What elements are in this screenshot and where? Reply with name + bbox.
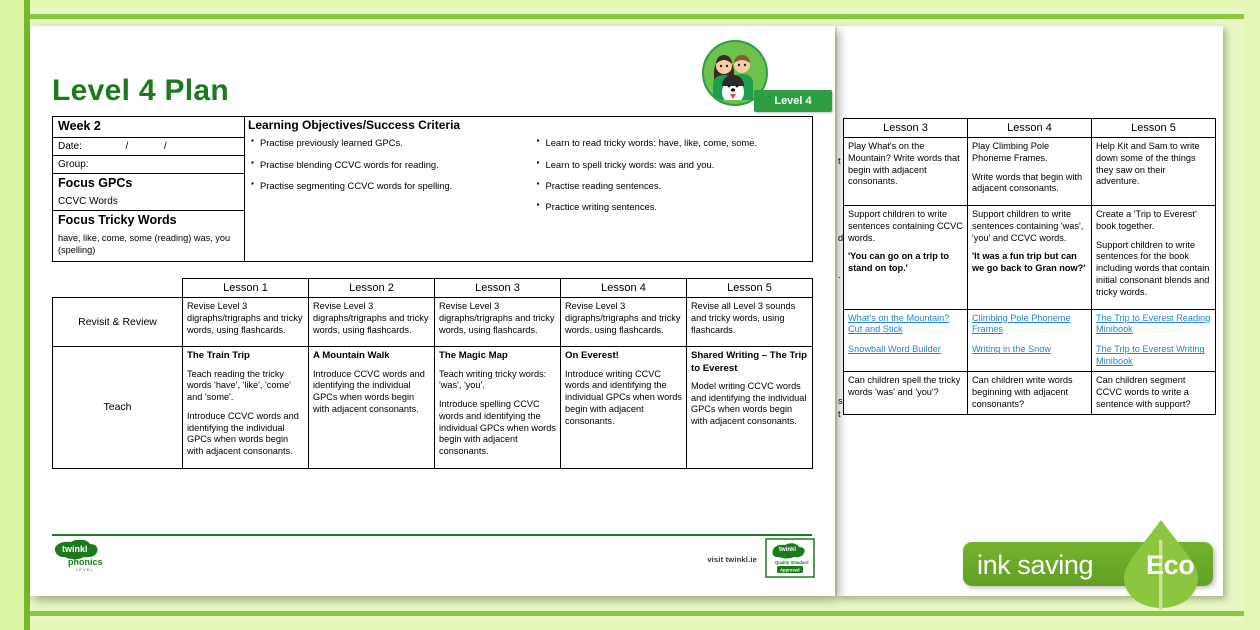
level-badge-group (702, 40, 822, 120)
level-badge-label: Level 4 (774, 95, 812, 107)
table-row-teach (53, 347, 813, 469)
footer-divider (52, 534, 812, 537)
group-label: Group: (53, 156, 244, 174)
svg-text:phonics: phonics (68, 557, 103, 567)
eco-banner (963, 536, 1217, 592)
week-details-column (53, 117, 245, 262)
apply-cell (1092, 206, 1216, 309)
lesson-cell (309, 347, 435, 469)
objective-item: ▪ Practice writing sentences. (537, 201, 807, 213)
objective-item: ▪ Learn to spell tricky words: was and you. (537, 159, 807, 171)
cell-paragraph: Play What's on the Mountain? Write words that begin with adjacent consonants. (848, 141, 960, 187)
lesson-cell (561, 347, 687, 469)
front-page-sheet (30, 26, 835, 596)
cell-paragraph: Revise Level 3 digraphs/trigraphs and tricky words, using flashcards. (187, 301, 303, 335)
svg-text:twinkl: twinkl (779, 547, 797, 553)
cell-paragraph: Introduce CCVC words and identifying the individual GPCs when words begin with adjacent consonants. (187, 410, 299, 457)
row-label-teach: Teach (53, 347, 183, 469)
table-row (844, 138, 1216, 206)
cell-paragraph: Create a 'Trip to Everest' book together. (1096, 209, 1197, 231)
objective-item: ▪ Practise segmenting CCVC words for spelling. (251, 180, 521, 192)
assess-cell: Can children write words beginning with adjacent consonants? (968, 372, 1092, 414)
table-row (844, 206, 1216, 309)
cell-paragraph: Play Climbing Pole Phoneme Frames. (972, 141, 1050, 163)
lesson-plan-table-wrapper (52, 278, 812, 469)
cell-paragraph: Support children to write sentences containing CCVC words. (848, 209, 963, 243)
table-row-revisit-review (53, 298, 813, 347)
edge-fragment: t (838, 156, 841, 166)
frame-top-stripe (30, 14, 1244, 19)
week-label: Week 2 (53, 117, 244, 138)
cell-paragraph: Support children to write sentences for the book including words that contain initial consonant blends and tricky words. (1096, 239, 1210, 297)
lesson-cell (309, 298, 435, 347)
resource-cell (1092, 309, 1216, 372)
lesson-cell (183, 298, 309, 347)
lesson-cell (435, 298, 561, 347)
info-block (52, 116, 812, 262)
twinkl-phonics-logo (52, 540, 118, 574)
cell-heading: The Train Trip (187, 350, 250, 362)
table-row-resources (844, 309, 1216, 372)
level-badge (754, 90, 832, 112)
cell-paragraph: Support children to write sentences containing 'was', 'you' and CCVC words. (972, 209, 1084, 243)
page-title: Level 4 Plan (52, 74, 230, 107)
objective-item: ▪ Learn to read tricky words: have, like, come, some. (537, 137, 807, 149)
table-header-row (844, 119, 1216, 138)
date-row (53, 138, 244, 156)
objectives-left-column (251, 137, 521, 222)
cell-paragraph: Help Kit and Sam to write down some of the things they saw on their adventure. (1096, 141, 1200, 187)
resource-link[interactable]: Climbing Pole Phoneme Frames (972, 312, 1071, 335)
cell-paragraph: Introduce writing CCVC words and identifying the individual GPCs when words begin with adjacent consonants. (565, 368, 682, 426)
lesson-plan-table (52, 278, 813, 469)
resource-link[interactable]: The Trip to Everest Reading Minibook (1096, 312, 1211, 335)
twinkl-seal-svg (765, 538, 815, 578)
objectives-title: Learning Objectives/Success Criteria (248, 118, 461, 132)
practise-cell (968, 138, 1092, 206)
back-page-sheet (837, 26, 1223, 596)
resource-cell (844, 309, 968, 372)
cell-example-sentence: 'It was a fun trip but can we go back to Gran now?' (972, 251, 1086, 274)
svg-text:Approved: Approved (780, 567, 800, 573)
cell-paragraph: Introduce spelling CCVC words and identifying the individual GPCs when words begin with adjacent consonants. (439, 399, 556, 457)
objective-item: ▪ Practise reading sentences. (537, 180, 807, 192)
cell-heading: The Magic Map (439, 350, 508, 362)
focus-tricky-label: Focus Tricky Words (58, 213, 177, 228)
focus-tricky-group (53, 211, 244, 261)
table-header-row (53, 279, 813, 298)
cell-paragraph: Model writing CCVC words and identifying the individual GPCs when words begin with adjacent consonants. (691, 380, 807, 427)
eco-label: ink saving (977, 550, 1094, 580)
lesson-cell (183, 347, 309, 469)
resource-link[interactable]: What's on the Mountain? Cut and Stick (848, 312, 950, 335)
cell-paragraph: Revise Level 3 digraphs/trigraphs and tricky words, using flashcards. (439, 301, 555, 335)
edge-fragment: d (838, 233, 844, 243)
focus-tricky-value: have, like, come, some (reading) was, you (spelling) (58, 232, 231, 255)
column-header-lesson-4: Lesson 4 (968, 119, 1092, 138)
cell-paragraph: Write words that begin with adjacent consonants. (972, 171, 1083, 194)
focus-gpcs-value: CCVC Words (58, 196, 118, 208)
cell-heading: Shared Writing – The Trip to Everest (691, 350, 808, 374)
cell-heading: A Mountain Walk (313, 350, 390, 362)
cell-example-sentence: 'You can go on a trip to stand on top.' (848, 251, 950, 274)
date-slash-1: / (125, 140, 129, 152)
edge-fragment: . (838, 270, 841, 280)
column-header-lesson-5: Lesson 5 (687, 279, 813, 298)
column-header-lesson-5: Lesson 5 (1092, 119, 1216, 138)
cell-paragraph: Revise all Level 3 sounds and tricky words, using flashcards. (691, 301, 796, 335)
cell-paragraph: Teach reading the tricky words 'have', 'like', 'come' and 'some'. (187, 368, 291, 403)
column-header-lesson-1: Lesson 1 (183, 279, 309, 298)
resource-link[interactable]: Writing in the Snow (972, 344, 1051, 355)
assess-cell: Can children spell the tricky words 'was' and 'you'? (844, 372, 968, 414)
column-header-lesson-3: Lesson 3 (844, 119, 968, 138)
column-header-lesson-4: Lesson 4 (561, 279, 687, 298)
focus-gpcs-label: Focus GPCs (58, 175, 133, 190)
twinkl-seal-badge (765, 538, 815, 578)
apply-cell (968, 206, 1092, 309)
resource-cell (968, 309, 1092, 372)
table-corner-cell (53, 279, 183, 298)
info-table (52, 116, 813, 262)
resource-link[interactable]: Snowball Word Builder (848, 344, 941, 355)
svg-text:L E V E L: L E V E L (76, 567, 93, 572)
resource-link[interactable]: The Trip to Everest Writing Minibook (1096, 344, 1205, 367)
date-slash-2: / (163, 140, 167, 152)
lesson-cell (687, 298, 813, 347)
date-label: Date: (58, 140, 82, 152)
objective-item: ▪ Practise previously learned GPCs. (251, 137, 521, 149)
cell-heading: On Everest! (565, 350, 619, 362)
column-header-lesson-3: Lesson 3 (435, 279, 561, 298)
objective-item: ▪ Practise blending CCVC words for reading. (251, 159, 521, 171)
back-page-lesson-table (843, 118, 1216, 415)
cell-paragraph: Revise Level 3 digraphs/trigraphs and tricky words, using flashcards. (565, 301, 681, 335)
edge-fragment: t (838, 409, 841, 419)
svg-text:twinkl: twinkl (62, 544, 88, 554)
eco-word-label: Eco (1146, 550, 1195, 580)
lesson-cell (561, 298, 687, 347)
practise-cell (1092, 138, 1216, 206)
objectives-column (245, 117, 813, 262)
lesson-cell (687, 347, 813, 469)
assess-cell: Can children segment CCVC words to write a sentence with support? (1092, 372, 1216, 414)
cell-paragraph: Introduce CCVC words and identifying the individual GPCs when words begin with adjacent consonants. (313, 368, 425, 414)
cell-paragraph: Teach writing tricky words: 'was', 'you'. (439, 368, 547, 391)
apply-cell (844, 206, 968, 309)
lesson-cell (435, 347, 561, 469)
frame-bottom-stripe (30, 611, 1244, 616)
practise-cell (844, 138, 968, 206)
twinkl-logo-svg (52, 540, 118, 574)
edge-fragment: s (838, 396, 843, 406)
column-header-lesson-2: Lesson 2 (309, 279, 435, 298)
cell-paragraph: Revise Level 3 digraphs/trigraphs and tricky words, using flashcards. (313, 301, 429, 335)
row-label-revisit-review: Revisit & Review (53, 298, 183, 347)
svg-text:Quality Standard: Quality Standard (775, 560, 809, 565)
focus-gpcs-group (53, 174, 244, 212)
visit-url-label: visit twinkl.ie (707, 555, 757, 564)
objectives-right-column (537, 137, 807, 222)
table-row-assess (844, 372, 1216, 414)
